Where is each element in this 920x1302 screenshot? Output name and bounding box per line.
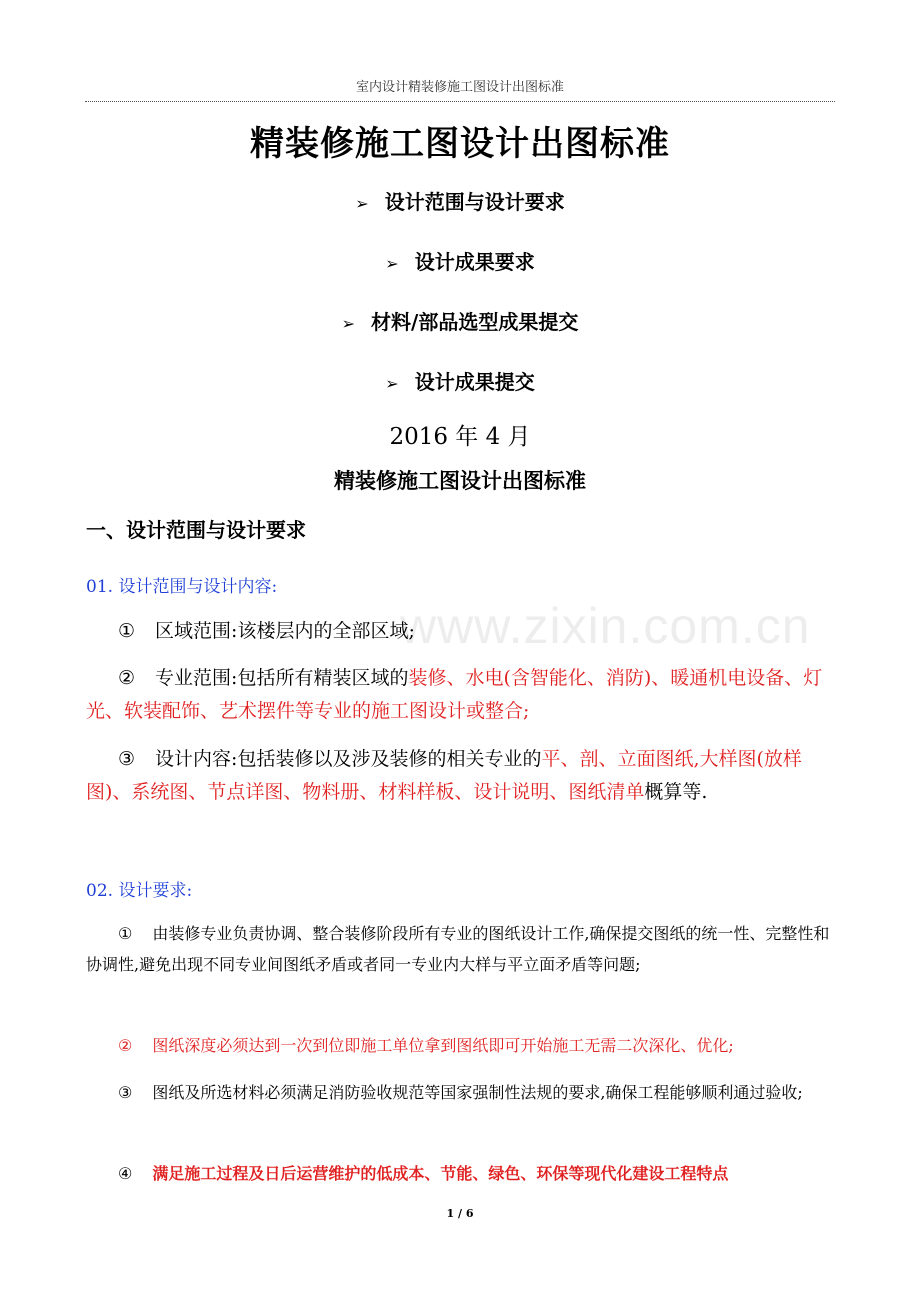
paragraph-area-scope xyxy=(86,615,836,648)
section-heading: 一、设计范围与设计要求 xyxy=(86,518,306,542)
paragraph-text: 区域范围:该楼层内的全部区域; xyxy=(155,620,415,642)
toc-label: 设计成果要求 xyxy=(414,250,535,274)
toc-item-scope xyxy=(0,186,920,215)
paragraph-coordination xyxy=(86,918,836,980)
document-title: 精装修施工图设计出图标准 xyxy=(250,124,670,164)
toc-item-deliverables xyxy=(0,246,920,275)
item-number: ③ xyxy=(118,748,136,770)
paragraph-text: 设计内容:包括装修以及涉及装修的相关专业的 xyxy=(155,748,542,770)
toc-item-materials xyxy=(0,306,920,335)
document-subtitle: 精装修施工图设计出图标准 xyxy=(334,469,586,493)
paragraph-text: 由装修专业负责协调、整合装修阶段所有专业的图纸设计工作,确保提交图纸的统一性、完整性和协调性,避免出现不同专业间图纸矛盾或者同一专业内大样与平立面矛盾等问题; xyxy=(86,924,830,974)
subsection-heading-01: 01. 设计范围与设计内容: xyxy=(86,577,278,597)
arrow-bullet-icon: ➢ xyxy=(385,254,399,273)
arrow-bullet-icon: ➢ xyxy=(341,314,356,333)
highlighted-text: 装修、水电(含智能化、消防)、暖通机电设备、灯光、软装配饰、艺术摆件等专业的施工图设计或整合; xyxy=(86,667,823,722)
paragraph-text: 图纸及所选材料必须满足消防验收规范等国家强制性法规的要求,确保工程能够顺利通过验收; xyxy=(152,1083,803,1102)
item-number: ③ xyxy=(118,1083,133,1102)
item-number: ② xyxy=(118,1036,133,1055)
highlighted-text: 满足施工过程及日后运营维护的低成本、节能、绿色、环保等现代化建设工程特点 xyxy=(152,1164,729,1183)
toc-item-submission xyxy=(0,366,920,395)
toc-label: 材料/部品选型成果提交 xyxy=(371,310,579,334)
item-number: ④ xyxy=(118,1164,133,1183)
arrow-bullet-icon: ➢ xyxy=(355,194,369,213)
highlighted-text: 平、剖、立面图纸,大样图(放样图)、系统图、节点详图、物料册、材料样板、设计说明、图纸清单 xyxy=(86,748,802,803)
paragraph-sustainability xyxy=(86,1158,836,1189)
highlighted-text: 图纸深度必须达到一次到位即施工单位拿到图纸即可开始施工无需二次深化、优化; xyxy=(152,1036,734,1055)
paragraph-text: 专业范围:包括所有精装区域的 xyxy=(155,667,409,689)
arrow-bullet-icon: ➢ xyxy=(385,374,399,393)
paragraph-text-tail: 概算等. xyxy=(644,781,708,803)
paragraph-drawing-depth xyxy=(86,1030,836,1061)
toc-label: 设计成果提交 xyxy=(414,370,535,394)
item-number: ① xyxy=(118,620,136,642)
paragraph-compliance xyxy=(86,1077,836,1108)
running-header: 室内设计精装修施工图设计出图标准 xyxy=(85,76,835,102)
paragraph-design-content xyxy=(86,743,836,809)
item-number: ② xyxy=(118,667,136,689)
toc-label: 设计范围与设计要求 xyxy=(384,190,565,214)
subsection-heading-02: 02. 设计要求: xyxy=(86,881,193,901)
item-number: ① xyxy=(118,924,133,943)
document-date: 2016 年 4 月 xyxy=(389,424,531,450)
watermark: www.zixin.com.cn xyxy=(400,598,811,654)
paragraph-discipline-scope xyxy=(86,662,836,728)
page-number: 1 / 6 xyxy=(446,1207,474,1220)
